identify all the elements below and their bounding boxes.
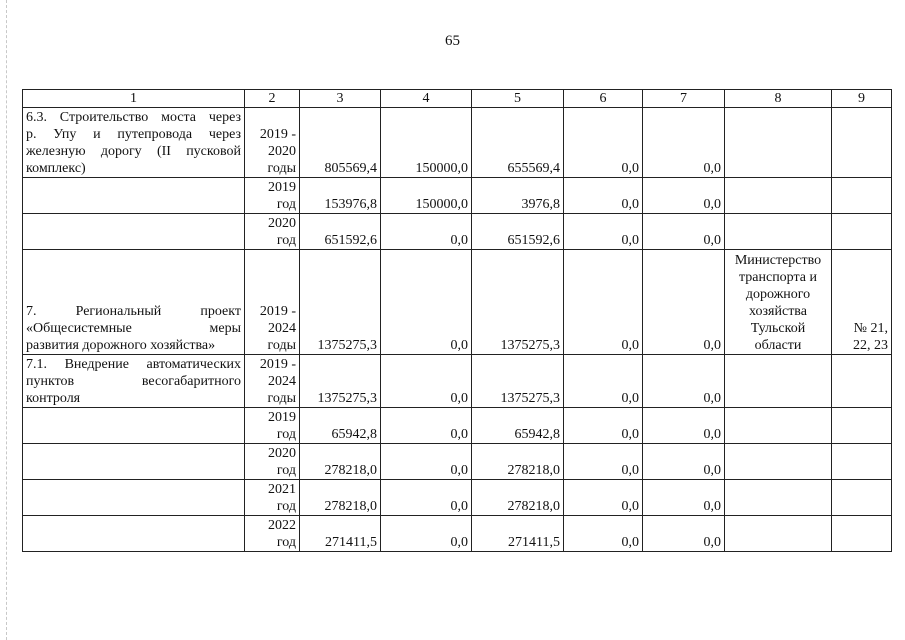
cell-name [23, 516, 245, 552]
column-header: 6 [564, 90, 643, 108]
cell-period-line: 2019 [268, 410, 296, 425]
cell-amount: 0,0 [643, 355, 725, 408]
cell-amount: 655569,4 [472, 108, 564, 178]
cell-amount: 278218,0 [472, 480, 564, 516]
table-row [23, 444, 892, 480]
cell-period-line: 2020 [268, 216, 296, 231]
cell-amount: 0,0 [643, 250, 725, 355]
cell-amount: 0,0 [643, 516, 725, 552]
cell-name [23, 444, 245, 480]
cell-responsible-line: хозяйства [749, 304, 807, 319]
cell-amount: 0,0 [381, 355, 472, 408]
cell-period-line: год [276, 463, 296, 478]
cell-reference [832, 250, 892, 355]
cell-period-line: год [276, 233, 296, 248]
cell-period-line: 2022 [268, 518, 296, 533]
table-row [23, 355, 892, 408]
cell-period-line: годы [267, 391, 296, 406]
cell-reference [832, 408, 892, 444]
cell-responsible [725, 108, 832, 178]
cell-reference [832, 355, 892, 408]
column-header: 2 [245, 90, 300, 108]
column-header: 4 [381, 90, 472, 108]
cell-responsible [725, 516, 832, 552]
column-header: 1 [23, 90, 245, 108]
cell-amount: 0,0 [564, 178, 643, 214]
column-header: 8 [725, 90, 832, 108]
cell-amount: 1375275,3 [472, 250, 564, 355]
cell-amount: 1375275,3 [472, 355, 564, 408]
cell-amount: 0,0 [643, 108, 725, 178]
cell-name [23, 178, 245, 214]
cell-reference [832, 214, 892, 250]
cell-name-line: р. Упу и путепровода через [26, 127, 241, 142]
column-header: 3 [300, 90, 381, 108]
table-row [23, 108, 892, 178]
cell-period [245, 408, 300, 444]
cell-period-line: год [276, 535, 296, 550]
cell-period-line: 2020 [268, 446, 296, 461]
cell-amount: 271411,5 [300, 516, 381, 552]
table-body [23, 90, 892, 552]
cell-name-line: железную дорогу (II пусковой [26, 144, 241, 159]
cell-name-line: развития дорожного хозяйства» [26, 338, 216, 353]
cell-amount: 65942,8 [472, 408, 564, 444]
cell-reference-line: № 21, [853, 321, 888, 336]
cell-amount: 0,0 [381, 408, 472, 444]
cell-amount: 0,0 [381, 214, 472, 250]
cell-period-line: годы [267, 338, 296, 353]
cell-reference [832, 480, 892, 516]
cell-name-line: комплекс) [26, 161, 86, 176]
header-row [23, 90, 892, 108]
cell-amount: 150000,0 [381, 108, 472, 178]
cell-responsible-line: Министерство [734, 253, 822, 268]
cell-responsible-line: транспорта и [738, 270, 817, 285]
cell-period-line: 2019 - [259, 357, 296, 372]
cell-reference-line: 22, 23 [853, 338, 888, 353]
cell-amount: 0,0 [564, 408, 643, 444]
cell-amount: 0,0 [643, 408, 725, 444]
cell-amount: 0,0 [643, 444, 725, 480]
scan-margin-line [6, 0, 8, 640]
cell-name-line: «Общесистемные меры [26, 321, 241, 336]
cell-name-line: 6.3. Строительство моста через [26, 110, 241, 125]
cell-name [23, 408, 245, 444]
cell-period-line: 2019 [268, 180, 296, 195]
cell-reference [832, 108, 892, 178]
column-header: 9 [832, 90, 892, 108]
cell-period-line: год [276, 499, 296, 514]
cell-amount: 0,0 [564, 108, 643, 178]
cell-period-line: 2024 [268, 321, 296, 336]
cell-period [245, 355, 300, 408]
cell-period-line: год [276, 427, 296, 442]
cell-reference [832, 444, 892, 480]
cell-name-line: контроля [26, 391, 81, 406]
cell-responsible-line: области [754, 338, 802, 353]
cell-amount: 0,0 [564, 214, 643, 250]
cell-amount: 1375275,3 [300, 355, 381, 408]
cell-name [23, 355, 245, 408]
cell-period [245, 250, 300, 355]
cell-amount: 0,0 [643, 480, 725, 516]
table-row [23, 516, 892, 552]
cell-period-line: годы [267, 161, 296, 176]
cell-amount: 150000,0 [381, 178, 472, 214]
cell-name [23, 480, 245, 516]
cell-period [245, 108, 300, 178]
cell-period-line: год [276, 197, 296, 212]
page-number: 65 [445, 33, 460, 49]
cell-amount: 0,0 [564, 444, 643, 480]
cell-name [23, 108, 245, 178]
cell-responsible-line: Тульской [750, 321, 806, 336]
cell-name [23, 214, 245, 250]
cell-amount: 0,0 [643, 214, 725, 250]
table-row [23, 408, 892, 444]
cell-reference [832, 178, 892, 214]
cell-responsible [725, 444, 832, 480]
cell-period-line: 2019 - [259, 127, 296, 142]
column-header: 5 [472, 90, 564, 108]
cell-period [245, 516, 300, 552]
cell-responsible [725, 178, 832, 214]
cell-period [245, 214, 300, 250]
cell-responsible-line: дорожного [745, 287, 811, 302]
cell-amount: 3976,8 [472, 178, 564, 214]
cell-responsible [725, 355, 832, 408]
cell-amount: 0,0 [564, 355, 643, 408]
cell-period-line: 2024 [268, 374, 296, 389]
cell-amount: 0,0 [564, 480, 643, 516]
table-row [23, 250, 892, 355]
cell-amount: 271411,5 [472, 516, 564, 552]
table-row [23, 214, 892, 250]
cell-amount: 0,0 [381, 516, 472, 552]
cell-responsible [725, 408, 832, 444]
cell-amount: 278218,0 [300, 444, 381, 480]
cell-period [245, 480, 300, 516]
cell-amount: 1375275,3 [300, 250, 381, 355]
cell-amount: 805569,4 [300, 108, 381, 178]
cell-period [245, 444, 300, 480]
cell-amount: 651592,6 [472, 214, 564, 250]
cell-amount: 0,0 [564, 250, 643, 355]
cell-responsible [725, 250, 832, 355]
cell-name-line: 7.1. Внедрение автоматических [26, 357, 241, 372]
cell-period-line: 2021 [268, 482, 296, 497]
table-row [23, 178, 892, 214]
cell-period [245, 178, 300, 214]
cell-amount: 278218,0 [300, 480, 381, 516]
cell-name-line: 7. Региональный проект [26, 304, 241, 319]
cell-amount: 0,0 [381, 444, 472, 480]
cell-period-line: 2019 - [259, 304, 296, 319]
cell-reference [832, 516, 892, 552]
budget-table [22, 89, 892, 552]
cell-responsible [725, 480, 832, 516]
table-row [23, 480, 892, 516]
cell-amount: 0,0 [564, 516, 643, 552]
cell-name-line: пунктов весогабаритного [26, 374, 241, 389]
column-header: 7 [643, 90, 725, 108]
cell-amount: 0,0 [381, 480, 472, 516]
cell-responsible [725, 214, 832, 250]
cell-amount: 278218,0 [472, 444, 564, 480]
cell-amount: 0,0 [643, 178, 725, 214]
cell-amount: 651592,6 [300, 214, 381, 250]
cell-amount: 153976,8 [300, 178, 381, 214]
cell-name [23, 250, 245, 355]
cell-period-line: 2020 [268, 144, 296, 159]
cell-amount: 65942,8 [300, 408, 381, 444]
cell-amount: 0,0 [381, 250, 472, 355]
